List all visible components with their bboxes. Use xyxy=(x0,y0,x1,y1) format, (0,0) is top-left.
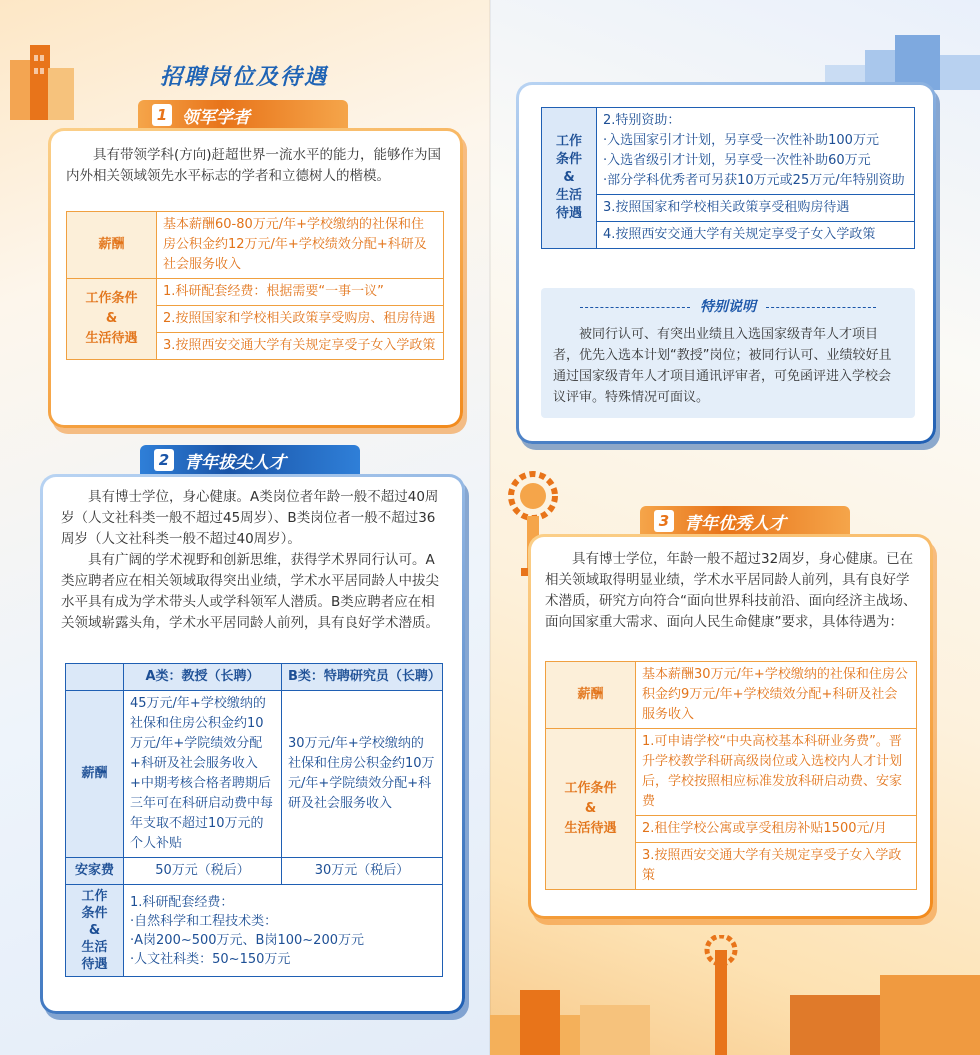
work-label: 工作 条件 & 生活 待遇 xyxy=(66,885,124,977)
table-row xyxy=(542,222,915,249)
section1-banner xyxy=(138,100,348,130)
skyline-right-icon xyxy=(825,30,980,90)
section2-banner xyxy=(140,445,360,475)
table-row xyxy=(542,108,915,195)
section3-number: 3 xyxy=(654,510,674,532)
work-item: 2.租住学校公寓或享受租房补贴1500元/月 xyxy=(636,816,917,843)
work-item: 3.按照西安交通大学有关规定享受子女入学政策 xyxy=(157,333,444,360)
table-row xyxy=(67,279,444,306)
skyline-left-icon xyxy=(0,40,90,120)
section3-title: 青年优秀人才 xyxy=(684,513,786,534)
bottom-skyline-icon xyxy=(490,935,980,1055)
salary-label: 薪酬 xyxy=(546,662,636,729)
work-label: 工作 条件 & 生活 待遇 xyxy=(542,108,597,249)
table-row xyxy=(66,885,443,977)
section2-intro2: 具有广阔的学术视野和创新思维，获得学术界同行认可。A类应聘者应在相关领域取得突出业绩，学术水平居同龄人中拔尖水平具有成为学术带头人或学科领军人潜质。B类应聘者应在相关领域崭露头角，学术水平居同龄人前列，具有良好学术潜质。 xyxy=(61,552,439,631)
special-funding: 2.特别资助： ·入选国家引才计划，另享受一次性补助100万元 ·入选省级引才计划，另享受一次性补助60万元 ·部分学科优秀者可另获10万元或25万元/年特别资助 xyxy=(597,108,915,195)
table-row xyxy=(66,858,443,885)
salary-label: 薪酬 xyxy=(67,212,157,279)
section2-number: 2 xyxy=(154,449,174,471)
section2-card xyxy=(40,474,465,1014)
work-label: 工作条件 & 生活待遇 xyxy=(546,729,636,890)
section1-title: 领军学者 xyxy=(182,107,250,128)
section2-title: 青年拔尖人才 xyxy=(184,452,286,473)
section2-intro1: 具有博士学位，身心健康。A类岗位者年龄一般不超过40周岁（人文社科类一般不超过45周岁）、B类岗位者一般不超过36周岁（人文社科类一般不超过40周岁）。 xyxy=(61,489,439,547)
housing-a: 50万元（税后） xyxy=(124,858,282,885)
housing-b: 30万元（税后） xyxy=(282,858,443,885)
section1-intro: 具有带领学科(方向)赶超世界一流水平的能力，能够作为国内外相关领域领先水平标志的学者和立德树人的楷模。 xyxy=(66,147,442,184)
section1-number: 1 xyxy=(152,104,172,126)
page-title: 招聘岗位及待遇 xyxy=(160,65,329,90)
housing-label: 安家费 xyxy=(66,858,124,885)
section2-table xyxy=(65,663,443,977)
work-item: 3.按照西安交通大学有关规定享受子女入学政策 xyxy=(636,843,917,890)
work-item: 2.按照国家和学校相关政策享受购房、租房待遇 xyxy=(157,306,444,333)
section3-banner xyxy=(640,506,850,536)
salary-b: 30万元/年+学校缴纳的社保和住房公积金约10万元/年+学院绩效分配+科研及社会服务收入 xyxy=(282,691,443,858)
section3-card xyxy=(528,534,933,919)
education-item: 4.按照西安交通大学有关规定享受子女入学政策 xyxy=(597,222,915,249)
salary-label: 薪酬 xyxy=(66,691,124,858)
section3-table xyxy=(545,661,917,890)
col-a-header: A类：教授（长聘） xyxy=(124,664,282,691)
table-row xyxy=(546,729,917,816)
section1-card xyxy=(48,128,463,428)
section1-cont-table xyxy=(541,107,915,249)
work-text: 1.科研配套经费： ·自然科学和工程技术类： ·A岗200~500万元、B岗100~200万元 ·人文社科类：50~150万元 xyxy=(124,885,443,977)
special-note xyxy=(541,288,915,418)
table-row xyxy=(542,195,915,222)
section3-intro: 具有博士学位，年龄一般不超过32周岁，身心健康。已在相关领域取得明显业绩，学术水平居同龄人前列，具有良好学术潜质，研究方向符合“面向世界科技前沿、面向经济主战场、面向国家重大需求、面向人民生命健康”要求，具体待遇为： xyxy=(545,551,917,630)
corner-cell xyxy=(66,664,124,691)
col-b-header: B类：特聘研究员（长聘） xyxy=(282,664,443,691)
section1-cont-card xyxy=(516,82,936,444)
salary-a: 45万元/年+学校缴纳的社保和住房公积金约10万元/年+学院绩效分配+科研及社会服务收入+中期考核合格者聘期后三年可在科研启动费中每年支取不超过10万元的个人补贴 xyxy=(124,691,282,858)
work-item: 1.科研配套经费：根据需要“一事一议” xyxy=(157,279,444,306)
table-row xyxy=(546,662,917,729)
section1-table xyxy=(66,211,444,360)
note-title: 特别说明 xyxy=(541,296,915,316)
page-fold xyxy=(489,0,491,1055)
salary-text: 基本薪酬30万元/年+学校缴纳的社保和住房公积金约9万元/年+学校绩效分配+科研及社会服务收入 xyxy=(636,662,917,729)
table-row xyxy=(67,212,444,279)
work-item: 1.可申请学校“中央高校基本科研业务费”。晋升学校教学科研高级岗位或入选校内人才计划后，学校按照相应标准发放科研启动费、安家费 xyxy=(636,729,917,816)
salary-text: 基本薪酬60-80万元/年+学校缴纳的社保和住房公积金约12万元/年+学校绩效分配+科研及社会服务收入 xyxy=(157,212,444,279)
work-label: 工作条件 & 生活待遇 xyxy=(67,279,157,360)
table-row xyxy=(66,664,443,691)
housing-item: 3.按照国家和学校相关政策享受租购房待遇 xyxy=(597,195,915,222)
table-row xyxy=(66,691,443,858)
note-text: 被同行认可、有突出业绩且入选国家级青年人才项目者，优先入选本计划“教授”岗位；被同行认可、业绩较好且通过国家级青年人才项目通讯评审者，可免函评进入学校会议评审。特殊情况可面议。 xyxy=(553,327,892,405)
